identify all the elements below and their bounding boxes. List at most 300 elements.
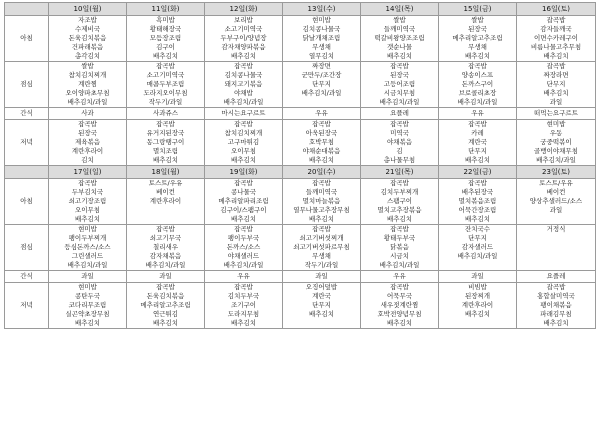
- menu-item: 현미밥: [312, 16, 331, 24]
- meal-cell: [439, 179, 517, 225]
- menu-item: [127, 206, 204, 215]
- menu-item: 잡곡밥: [234, 120, 253, 128]
- menu-item: 쇠고기버섯파르무침: [293, 243, 350, 251]
- menu-item: 배추김치: [152, 52, 179, 60]
- menu-item: 잡곡밥: [546, 283, 566, 291]
- menu-item: 무생채: [468, 43, 487, 51]
- menu-item: 잔치국수: [464, 225, 491, 233]
- menu-item: 연근튀김: [152, 310, 179, 318]
- menu-item: 메추리알파리조림: [218, 197, 269, 205]
- menu-item: 배추김치: [230, 319, 257, 327]
- menu-item: 소고기미역국: [146, 71, 185, 79]
- menu-item: 배추김치: [308, 310, 335, 318]
- menu-item: 돈까스구이: [461, 80, 494, 88]
- menu-item: 배추김치: [386, 215, 413, 223]
- meal-row-breakfast: [5, 16, 596, 62]
- menu-item: 군만두/조간장: [301, 71, 342, 79]
- menu-item: 참치김치찌개: [224, 129, 263, 137]
- menu-item: 배추된장국: [461, 188, 494, 196]
- menu-item: 조기구이: [230, 301, 257, 309]
- menu-item: 잡곡밥: [234, 283, 253, 291]
- header-corner: [5, 166, 49, 179]
- menu-item: 된장국: [390, 71, 409, 79]
- menu-item: 김: [396, 147, 403, 155]
- date-header: 13일(수): [283, 3, 361, 16]
- menu-item: 들깨미역국: [383, 25, 416, 33]
- menu-item: 잡곡밥: [390, 225, 409, 233]
- menu-item: 멸치고추장볶음: [377, 206, 422, 214]
- snack-cell: 우유: [361, 271, 439, 283]
- meal-cell: [49, 283, 127, 329]
- snack-cell: 우유: [205, 271, 283, 283]
- menu-item: 계란후라이: [461, 301, 494, 309]
- menu-item: 소고기미역국: [224, 25, 263, 33]
- menu-item: 배추김치/과일: [457, 98, 498, 106]
- meal-row-snack: [5, 108, 596, 120]
- menu-item: 김치콩나물국: [302, 25, 341, 33]
- menu-item: 잡곡밥: [390, 120, 409, 128]
- menu-item: 김구이/스팸구이: [220, 206, 267, 214]
- snack-cell: 마시는요구르트: [205, 108, 283, 120]
- menu-item: 김구이: [156, 43, 175, 51]
- meal-plan-table: [4, 2, 596, 329]
- menu-item: 감자채볶음: [149, 252, 182, 260]
- menu-item: 두부구이/양념장: [220, 34, 267, 42]
- menu-item: 수제비국: [74, 25, 101, 33]
- snack-cell: 과일: [127, 271, 205, 283]
- menu-item: 돈육김치볶음: [68, 34, 107, 42]
- date-header: 19일(화): [205, 166, 283, 179]
- meal-row-lunch: [5, 225, 596, 271]
- menu-item: 잡곡밥: [156, 225, 175, 233]
- date-header: 16일(토): [517, 3, 596, 16]
- menu-item: 비빔밥: [468, 283, 487, 291]
- menu-item: 배추김치/과일: [67, 98, 108, 106]
- menu-item: 팽이두부국: [227, 234, 260, 242]
- menu-item: 계란국: [312, 292, 331, 300]
- menu-item: 콩탄두국: [74, 292, 101, 300]
- meal-cell: [205, 283, 283, 329]
- menu-item: 잡곡밥: [234, 179, 253, 187]
- menu-item: 짜장라면: [543, 71, 569, 79]
- meal-cell: [439, 225, 517, 271]
- menu-item: 배추김치: [152, 156, 179, 164]
- menu-item: 콩나물국: [230, 188, 257, 196]
- menu-item: 배추김치/과일: [223, 98, 264, 106]
- meal-label: 점심: [5, 62, 49, 108]
- menu-item: 오이무침: [74, 206, 101, 214]
- menu-item: [439, 319, 516, 328]
- date-header: 20일(수): [283, 166, 361, 179]
- menu-item: 감자들깨국: [540, 25, 572, 33]
- menu-item: 감자채양파볶음: [221, 43, 266, 51]
- menu-item: 시금치무침: [383, 89, 416, 97]
- menu-item: 시금치: [390, 252, 409, 260]
- menu-item: 단무지: [312, 80, 331, 88]
- menu-item: 배추김치/과일: [301, 89, 342, 97]
- menu-item: 계란국: [468, 138, 487, 146]
- menu-item: 홍합살미역국: [537, 292, 575, 300]
- meal-label: 간식: [5, 108, 49, 120]
- menu-item: 배추김치: [74, 319, 101, 327]
- menu-item: 돼지고기볶음: [224, 80, 263, 88]
- menu-item: 무생채: [312, 252, 331, 260]
- menu-item: 과일: [549, 98, 563, 106]
- menu-item: 쌀밥: [81, 62, 94, 70]
- menu-item: 새우젓계란찜: [380, 301, 419, 309]
- menu-item: 양송이스프: [461, 71, 494, 79]
- menu-item: 배추김치: [543, 319, 569, 327]
- menu-item: 어묵간장조림: [458, 206, 497, 214]
- menu-item: 건파래볶음: [71, 43, 104, 51]
- menu-item: 무생채: [312, 43, 331, 51]
- menu-item: 스팸구이: [386, 197, 413, 205]
- menu-item: 고등어조림: [383, 80, 416, 88]
- menu-item: 현미밥: [78, 225, 97, 233]
- menu-item: 계란후라이: [71, 147, 104, 155]
- menu-item: 잡곡밥: [234, 225, 253, 233]
- menu-item: 배추김치: [464, 52, 491, 60]
- menu-item: 도라지오이무침: [143, 89, 188, 97]
- menu-item: 모듬장조림: [149, 34, 182, 42]
- menu-item: 배추김치: [230, 156, 257, 164]
- menu-item: [283, 98, 360, 107]
- meal-cell: [49, 179, 127, 225]
- meal-cell: [283, 179, 361, 225]
- menu-item: 잡곡밥: [312, 179, 331, 187]
- menu-item: 단무지: [312, 301, 331, 309]
- menu-item: 호박무침: [308, 138, 335, 146]
- menu-item: 배추김치/과일: [379, 98, 420, 106]
- menu-item: 배추김치: [543, 52, 569, 60]
- menu-item: 카레: [471, 129, 484, 137]
- menu-item: 배추김치/과일: [67, 261, 108, 269]
- menu-item: 야채순대볶음: [302, 147, 341, 155]
- menu-item: 배추김치: [386, 319, 413, 327]
- menu-item: 도라지무침: [227, 310, 260, 318]
- menu-item: 골뱅이야채무침: [534, 147, 578, 155]
- menu-item: 배추김치/과일: [145, 261, 186, 269]
- date-header: 17일(일): [49, 166, 127, 179]
- menu-item: 배추김치: [386, 52, 413, 60]
- date-header-row: [5, 166, 596, 179]
- meal-cell: [205, 16, 283, 62]
- menu-item: 열무김치: [308, 52, 335, 60]
- menu-item: 두부김치국: [71, 188, 104, 196]
- menu-item: 배추김치: [464, 310, 491, 318]
- date-header: 21일(목): [361, 166, 439, 179]
- menu-item: 작두기/과일: [148, 98, 183, 106]
- menu-item: 배추김치: [308, 215, 335, 223]
- menu-item: 야채샐러드: [227, 252, 260, 260]
- menu-item: 베이컨: [546, 188, 566, 196]
- menu-item: 칠리새우: [152, 243, 179, 251]
- meal-cell: [439, 120, 517, 166]
- menu-item: 된장국: [78, 129, 97, 137]
- meal-cell: [205, 179, 283, 225]
- menu-item: 김치두부찌개: [380, 188, 419, 196]
- meal-cell: [283, 16, 361, 62]
- menu-item: 토스트/우유: [539, 179, 573, 187]
- meal-cell: [127, 62, 205, 108]
- snack-cell: 과일: [49, 271, 127, 283]
- menu-item: 단무지: [468, 234, 487, 242]
- meal-cell: [361, 120, 439, 166]
- meal-cell: [127, 283, 205, 329]
- meal-cell: [283, 62, 361, 108]
- menu-item: 쇠고기버섯찌개: [299, 234, 344, 242]
- menu-item: 거정식: [546, 225, 566, 233]
- menu-item: 배추김치: [308, 156, 335, 164]
- menu-item: 오이무침: [230, 147, 257, 155]
- meal-cell: [517, 283, 596, 329]
- menu-item: [283, 319, 360, 328]
- menu-item: 브로콜리초장: [458, 89, 497, 97]
- menu-item: 오징어덮밥: [305, 283, 338, 291]
- meal-cell: [49, 120, 127, 166]
- menu-item: 잡곡밥: [468, 179, 487, 187]
- menu-item: [439, 261, 516, 270]
- menu-item: 우동: [549, 129, 563, 137]
- menu-item: 총나물무침: [383, 156, 416, 164]
- meal-label: 점심: [5, 225, 49, 271]
- meal-cell: [205, 225, 283, 271]
- meal-cell: [517, 16, 596, 62]
- menu-item: 배추김치/과일: [379, 261, 420, 269]
- snack-cell: 떠먹는요구르트: [517, 108, 596, 120]
- menu-item: 열무나물고추장무침: [293, 206, 350, 214]
- meal-cell: [361, 62, 439, 108]
- menu-item: 단무지: [468, 147, 487, 155]
- menu-item: 배추김치: [543, 89, 569, 97]
- menu-item: [517, 261, 595, 270]
- snack-cell: 우유: [283, 108, 361, 120]
- meal-label: 간식: [5, 271, 49, 283]
- menu-item: 배추김치: [464, 215, 491, 223]
- menu-item: 팽이채볶음: [540, 301, 572, 309]
- date-header-row: [5, 3, 596, 16]
- menu-item: 들깨미역국: [305, 188, 338, 196]
- meal-cell: [49, 225, 127, 271]
- menu-item: 닭볶음: [390, 243, 409, 251]
- meal-row-dinner: [5, 120, 596, 166]
- menu-item: 배추김치: [152, 319, 179, 327]
- menu-item: [517, 234, 595, 243]
- menu-item: 매콤두부조림: [146, 80, 185, 88]
- menu-item: 양상추샐러드/소스: [529, 197, 583, 205]
- snack-cell: 우유: [439, 108, 517, 120]
- meal-cell: [439, 283, 517, 329]
- menu-item: 실곤약초장무침: [65, 310, 110, 318]
- meal-cell: [439, 62, 517, 108]
- menu-item: 김치콩나물국: [224, 71, 263, 79]
- menu-item: 잡곡밥: [234, 62, 253, 70]
- menu-item: 총각김치: [74, 52, 101, 60]
- menu-item: 오이양파초무침: [65, 89, 110, 97]
- menu-item: 잡곡밥: [312, 120, 331, 128]
- meal-cell: [361, 283, 439, 329]
- menu-item: 비름나물고추무침: [530, 43, 582, 51]
- header-corner: [5, 3, 49, 16]
- menu-item: 잡곡밥: [390, 62, 409, 70]
- menu-item: 흑미밥: [156, 16, 175, 24]
- meal-cell: [517, 225, 596, 271]
- meal-cell: [205, 120, 283, 166]
- menu-item: 동그랑땡구이: [146, 138, 185, 146]
- menu-item: 짜장면: [312, 62, 331, 70]
- menu-item: 파래김무침: [540, 310, 572, 318]
- meal-cell: [361, 16, 439, 62]
- menu-item: 잡곡밥: [312, 225, 331, 233]
- date-header: 23일(토): [517, 166, 596, 179]
- meal-cell: [205, 62, 283, 108]
- menu-item: 멸치볶음조림: [458, 197, 497, 205]
- snack-cell: 과일: [439, 271, 517, 283]
- menu-item: 황태해장국: [149, 25, 182, 33]
- meal-cell: [127, 16, 205, 62]
- menu-item: 고구마튀김: [227, 138, 260, 146]
- menu-item: 작두기/과일: [304, 261, 339, 269]
- meal-cell: [49, 16, 127, 62]
- meal-label: 아침: [5, 179, 49, 225]
- menu-item: 쇠고기장조림: [68, 197, 107, 205]
- menu-item: 유거지된장국: [146, 129, 185, 137]
- menu-item: 잡곡밥: [546, 62, 566, 70]
- menu-item: 현미밥: [546, 120, 566, 128]
- snack-cell: 요플레: [517, 271, 596, 283]
- meal-cell: [361, 225, 439, 271]
- menu-item: 토스트/우유: [148, 179, 183, 187]
- date-header: 10일(월): [49, 3, 127, 16]
- meal-cell: [283, 283, 361, 329]
- date-header: 18일(월): [127, 166, 205, 179]
- snack-cell: 과일: [283, 271, 361, 283]
- menu-item: 단무지: [546, 80, 566, 88]
- meal-cell: [517, 120, 596, 166]
- date-header: 11일(화): [127, 3, 205, 16]
- menu-item: 아욱된장국: [305, 129, 338, 137]
- meal-cell: [439, 16, 517, 62]
- menu-item: 계란후라이: [149, 197, 182, 205]
- meal-row-snack: [5, 271, 596, 283]
- menu-item: 제육볶음: [74, 138, 101, 146]
- menu-item: [127, 215, 204, 224]
- menu-item: 배추김치/과일: [457, 252, 498, 260]
- menu-item: 그린샐러드: [71, 252, 104, 260]
- meal-cell: [283, 120, 361, 166]
- meal-label: 아침: [5, 16, 49, 62]
- menu-item: 메추리알고추조림: [140, 301, 191, 309]
- menu-item: 코다리무조림: [68, 301, 107, 309]
- menu-item: 배추김치: [230, 215, 257, 223]
- meal-row-breakfast: [5, 179, 596, 225]
- menu-item: 닭날개채조림: [302, 34, 341, 42]
- menu-item: 감자샐러드: [461, 243, 494, 251]
- menu-item: 된장찌개: [464, 292, 491, 300]
- meal-cell: [127, 179, 205, 225]
- menu-item: 현미밥: [78, 283, 97, 291]
- menu-item: 잡곡밥: [390, 283, 409, 291]
- menu-item: 계란찜: [78, 80, 97, 88]
- date-header: 12일(화): [205, 3, 283, 16]
- menu-item: 잡곡밥: [78, 120, 97, 128]
- menu-item: 베이컨: [156, 188, 175, 196]
- menu-item: 야채밥: [234, 89, 253, 97]
- menu-item: 돈까스/소스: [226, 243, 261, 251]
- date-header: 14일(목): [361, 3, 439, 16]
- menu-item: 잡곡밥: [156, 62, 175, 70]
- menu-item: [517, 252, 595, 261]
- meal-label: 저녁: [5, 120, 49, 166]
- meal-cell: [283, 225, 361, 271]
- menu-item: [517, 215, 595, 224]
- menu-item: 잡곡밥: [156, 283, 175, 291]
- menu-item: 이면수카레구이: [534, 34, 578, 42]
- menu-item: 배추김치/과일: [536, 156, 576, 164]
- menu-item: 멸치마늘볶음: [302, 197, 341, 205]
- menu-item: 미역국: [390, 129, 409, 137]
- menu-item: 잡곡밥: [468, 62, 487, 70]
- menu-item: 궁중떡볶이: [540, 138, 572, 146]
- menu-item: 잡곡밥: [468, 120, 487, 128]
- meal-row-dinner: [5, 283, 596, 329]
- menu-item: 배추김치: [464, 156, 491, 164]
- date-header: 15일(금): [439, 3, 517, 16]
- menu-item: 배추김치/과일: [223, 261, 264, 269]
- menu-item: 메추리알고추조림: [452, 34, 503, 42]
- meal-cell: [517, 179, 596, 225]
- menu-item: 등심돈까스/소스: [64, 243, 111, 251]
- menu-item: 잡곡밥: [78, 179, 97, 187]
- menu-item: 쌀밥: [393, 16, 406, 24]
- date-header: 22일(금): [439, 166, 517, 179]
- menu-item: 떡갈비왕양조조림: [374, 34, 425, 42]
- menu-item: 참치김치찌개: [68, 71, 107, 79]
- meal-row-lunch: [5, 62, 596, 108]
- menu-item: 잡곡밥: [546, 16, 566, 24]
- menu-item: 김치두부국: [227, 292, 260, 300]
- menu-item: 갯순나물: [386, 43, 413, 51]
- menu-item: 팽이두부찌개: [68, 234, 107, 242]
- menu-item: 배추김치: [74, 215, 101, 223]
- meal-cell: [517, 62, 596, 108]
- menu-item: 잡곡밥: [156, 120, 175, 128]
- menu-item: 보리밥: [234, 16, 253, 24]
- snack-cell: 요플레: [361, 108, 439, 120]
- menu-item: 잡곡밥: [390, 179, 409, 187]
- snack-cell: 사과: [49, 108, 127, 120]
- menu-item: 어묵무국: [386, 292, 413, 300]
- meal-cell: [127, 120, 205, 166]
- meal-cell: [127, 225, 205, 271]
- menu-item: 호박전양념무침: [377, 310, 422, 318]
- meal-cell: [49, 62, 127, 108]
- menu-item: 된장국: [468, 25, 487, 33]
- menu-item: 자조밥: [78, 16, 97, 24]
- meal-cell: [361, 179, 439, 225]
- menu-item: 돈육김치볶음: [146, 292, 185, 300]
- menu-item: 배추김치: [230, 52, 257, 60]
- menu-item: 멸치조림: [152, 147, 179, 155]
- menu-item: 쌀밥: [471, 16, 484, 24]
- meal-label: 저녁: [5, 283, 49, 329]
- menu-item: 김치: [81, 156, 94, 164]
- snack-cell: 사과쥬스: [127, 108, 205, 120]
- menu-item: 황태두부국: [383, 234, 416, 242]
- menu-item: 과일: [549, 206, 563, 214]
- menu-item: 야채볶음: [386, 138, 413, 146]
- menu-item: [517, 243, 595, 252]
